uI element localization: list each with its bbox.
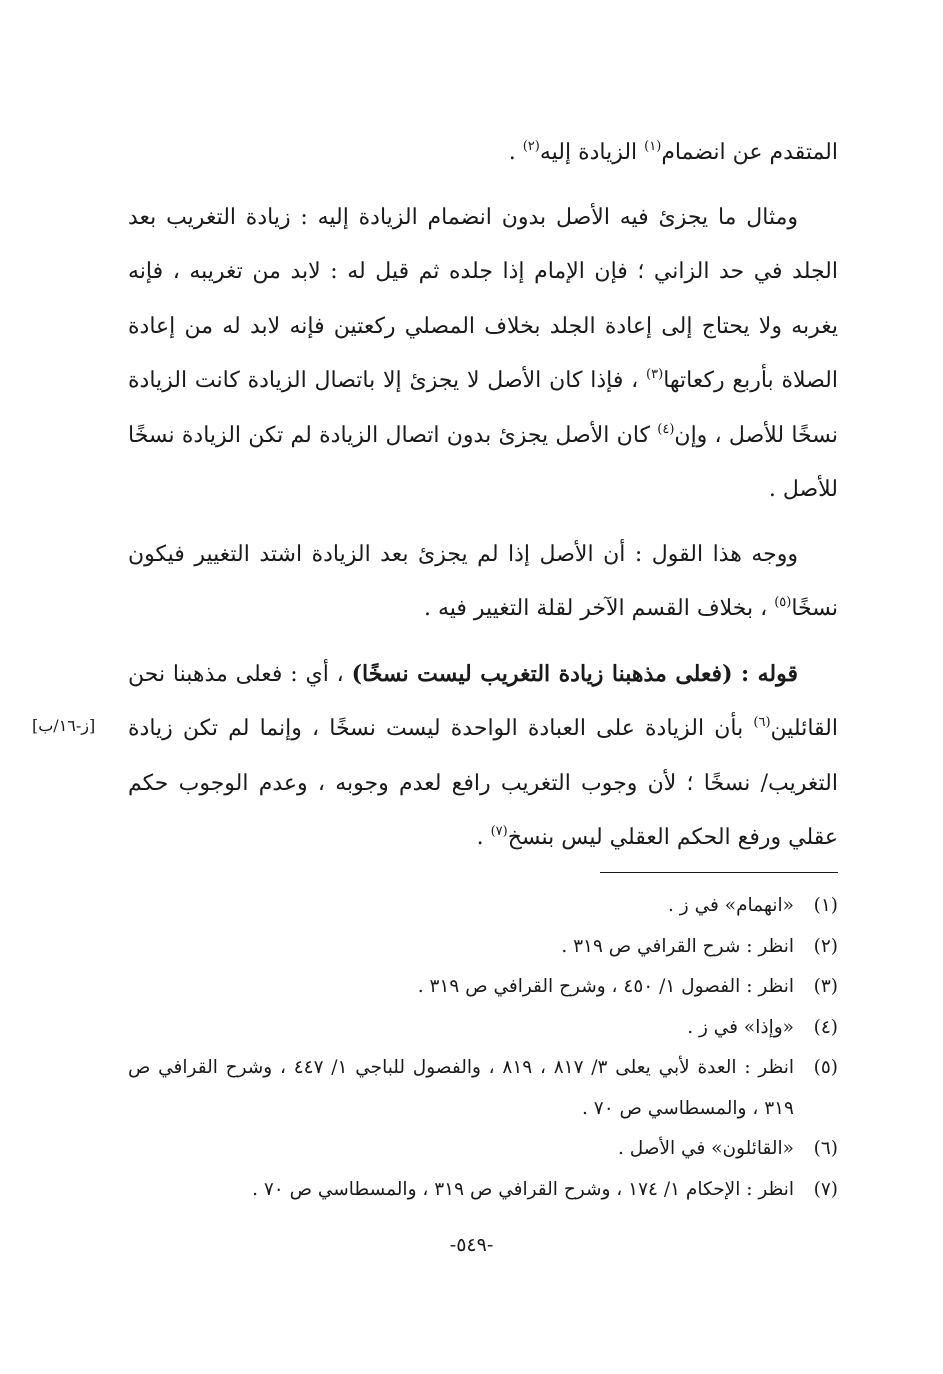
footnotes bbox=[128, 886, 838, 1210]
paragraph-4 bbox=[128, 647, 838, 866]
footnote-ref-3[interactable]: (٣) bbox=[646, 367, 664, 382]
footnote-number: (٧) bbox=[813, 1178, 838, 1200]
footnote-text: انظر : العدة لأبي يعلى ٣/ ٨١٧ ، ٨١٩ ، والفصول للباجي ١/ ٤٤٧ ، وشرح القرافي ص ٣١٩ ، والمسطاسي ص ٧٠ . bbox=[128, 1057, 794, 1119]
footnote-text: «القائلون» في الأصل . bbox=[617, 1138, 794, 1159]
page-number: -٥٤٩- bbox=[449, 1234, 494, 1256]
footnote-number: (٦) bbox=[813, 1138, 838, 1159]
footnote-number: (١) bbox=[813, 895, 838, 916]
text-run: كان الأصل يجزئ بدون اتصال الزيادة لم تكن الزيادة نسخًا للأصل . bbox=[128, 422, 838, 502]
manuscript-folio-marker: [ز-١٦/ب] bbox=[32, 716, 96, 735]
text-run: ومثال ما يجزئ فيه الأصل بدون انضمام الزيادة إليه : زيادة التغريب بعد الجلد في حد الزاني ؛ فإن الإمام إذا جلده ثم قيل له : لابد من تغريبه ، فإنه يغربه ولا يحتاج إلى إعادة الجلد بخلاف المصلي ركعتين فإنه لابد له من إعادة الصلاة بأربع ركعاتها bbox=[128, 204, 838, 393]
text-run: ، أي : فعلى مذهبنا نحن القائلين bbox=[128, 661, 838, 741]
paragraph-3 bbox=[128, 528, 838, 637]
text-run: المتقدم عن انضمام bbox=[661, 140, 838, 165]
footnote-4 bbox=[128, 1008, 838, 1049]
footnote-number: (٢) bbox=[813, 935, 838, 957]
footnote-3 bbox=[128, 967, 838, 1008]
footnote-6 bbox=[128, 1129, 838, 1170]
footnote-ref-2[interactable]: (٢) bbox=[522, 139, 540, 154]
footnote-number: (٣) bbox=[813, 976, 838, 997]
footnote-text: انظر : شرح القرافي ص ٣١٩ . bbox=[561, 935, 794, 957]
paragraph-1 bbox=[128, 126, 838, 181]
footnote-ref-4[interactable]: (٤) bbox=[657, 421, 675, 437]
text-run: الزيادة إليه bbox=[539, 140, 645, 165]
footnote-5 bbox=[128, 1048, 838, 1129]
footnote-number: (٤) bbox=[813, 1016, 838, 1038]
quote-label: قوله : bbox=[732, 660, 798, 687]
footnote-ref-6[interactable]: (٦) bbox=[753, 715, 771, 730]
text-run: . bbox=[508, 140, 523, 165]
text-run: ، بخلاف القسم الآخر لقلة التغيير فيه . bbox=[423, 596, 775, 621]
footnote-text: انظر : الإحكام ١/ ١٧٤ ، وشرح القرافي ص ٣١٩ ، والمسطاسي ص ٧٠ . bbox=[252, 1178, 794, 1200]
footnote-7 bbox=[128, 1170, 838, 1211]
paragraph-2 bbox=[128, 191, 838, 518]
footnote-2 bbox=[128, 927, 838, 968]
footnote-number: (٥) bbox=[813, 1057, 838, 1078]
footnote-ref-5[interactable]: (٥) bbox=[774, 595, 792, 610]
footnote-text: «انهمام» في ز . bbox=[668, 895, 794, 916]
text-run: بأن الزيادة على العبادة الواحدة ليست نسخًا ، وإنما لم تكن زيادة التغريب/ نسخًا ؛ لأن وجوب التغريب رافع لعدم وجوبه ، وعدم الوجوب حكم عقلي ورفع الحكم العقلي ليس بنسخ bbox=[128, 716, 838, 850]
text-run: . bbox=[476, 825, 491, 850]
quoted-text: (فعلى مذهبنا زيادة التغريب ليست نسخًا) bbox=[351, 660, 733, 687]
text-run: ووجه هذا القول : أن الأصل إذا لم يجزئ بعد الزيادة اشتد التغيير فيكون نسخًا bbox=[128, 541, 838, 621]
main-text bbox=[128, 126, 838, 866]
footnote-divider bbox=[600, 872, 838, 873]
footnote-1 bbox=[128, 886, 838, 927]
footnote-text: انظر : الفصول ١/ ٤٥٠ ، وشرح القرافي ص ٣١٩ . bbox=[417, 976, 794, 997]
text-run: ، فإذا كان الأصل لا يجزئ إلا باتصال الزيادة كانت الزيادة نسخًا للأصل ، وإن bbox=[128, 368, 838, 448]
footnote-ref-1[interactable]: (١) bbox=[644, 139, 662, 154]
footnote-text: «وإذا» في ز . bbox=[687, 1016, 794, 1038]
footnote-ref-7[interactable]: (٧) bbox=[490, 824, 508, 839]
